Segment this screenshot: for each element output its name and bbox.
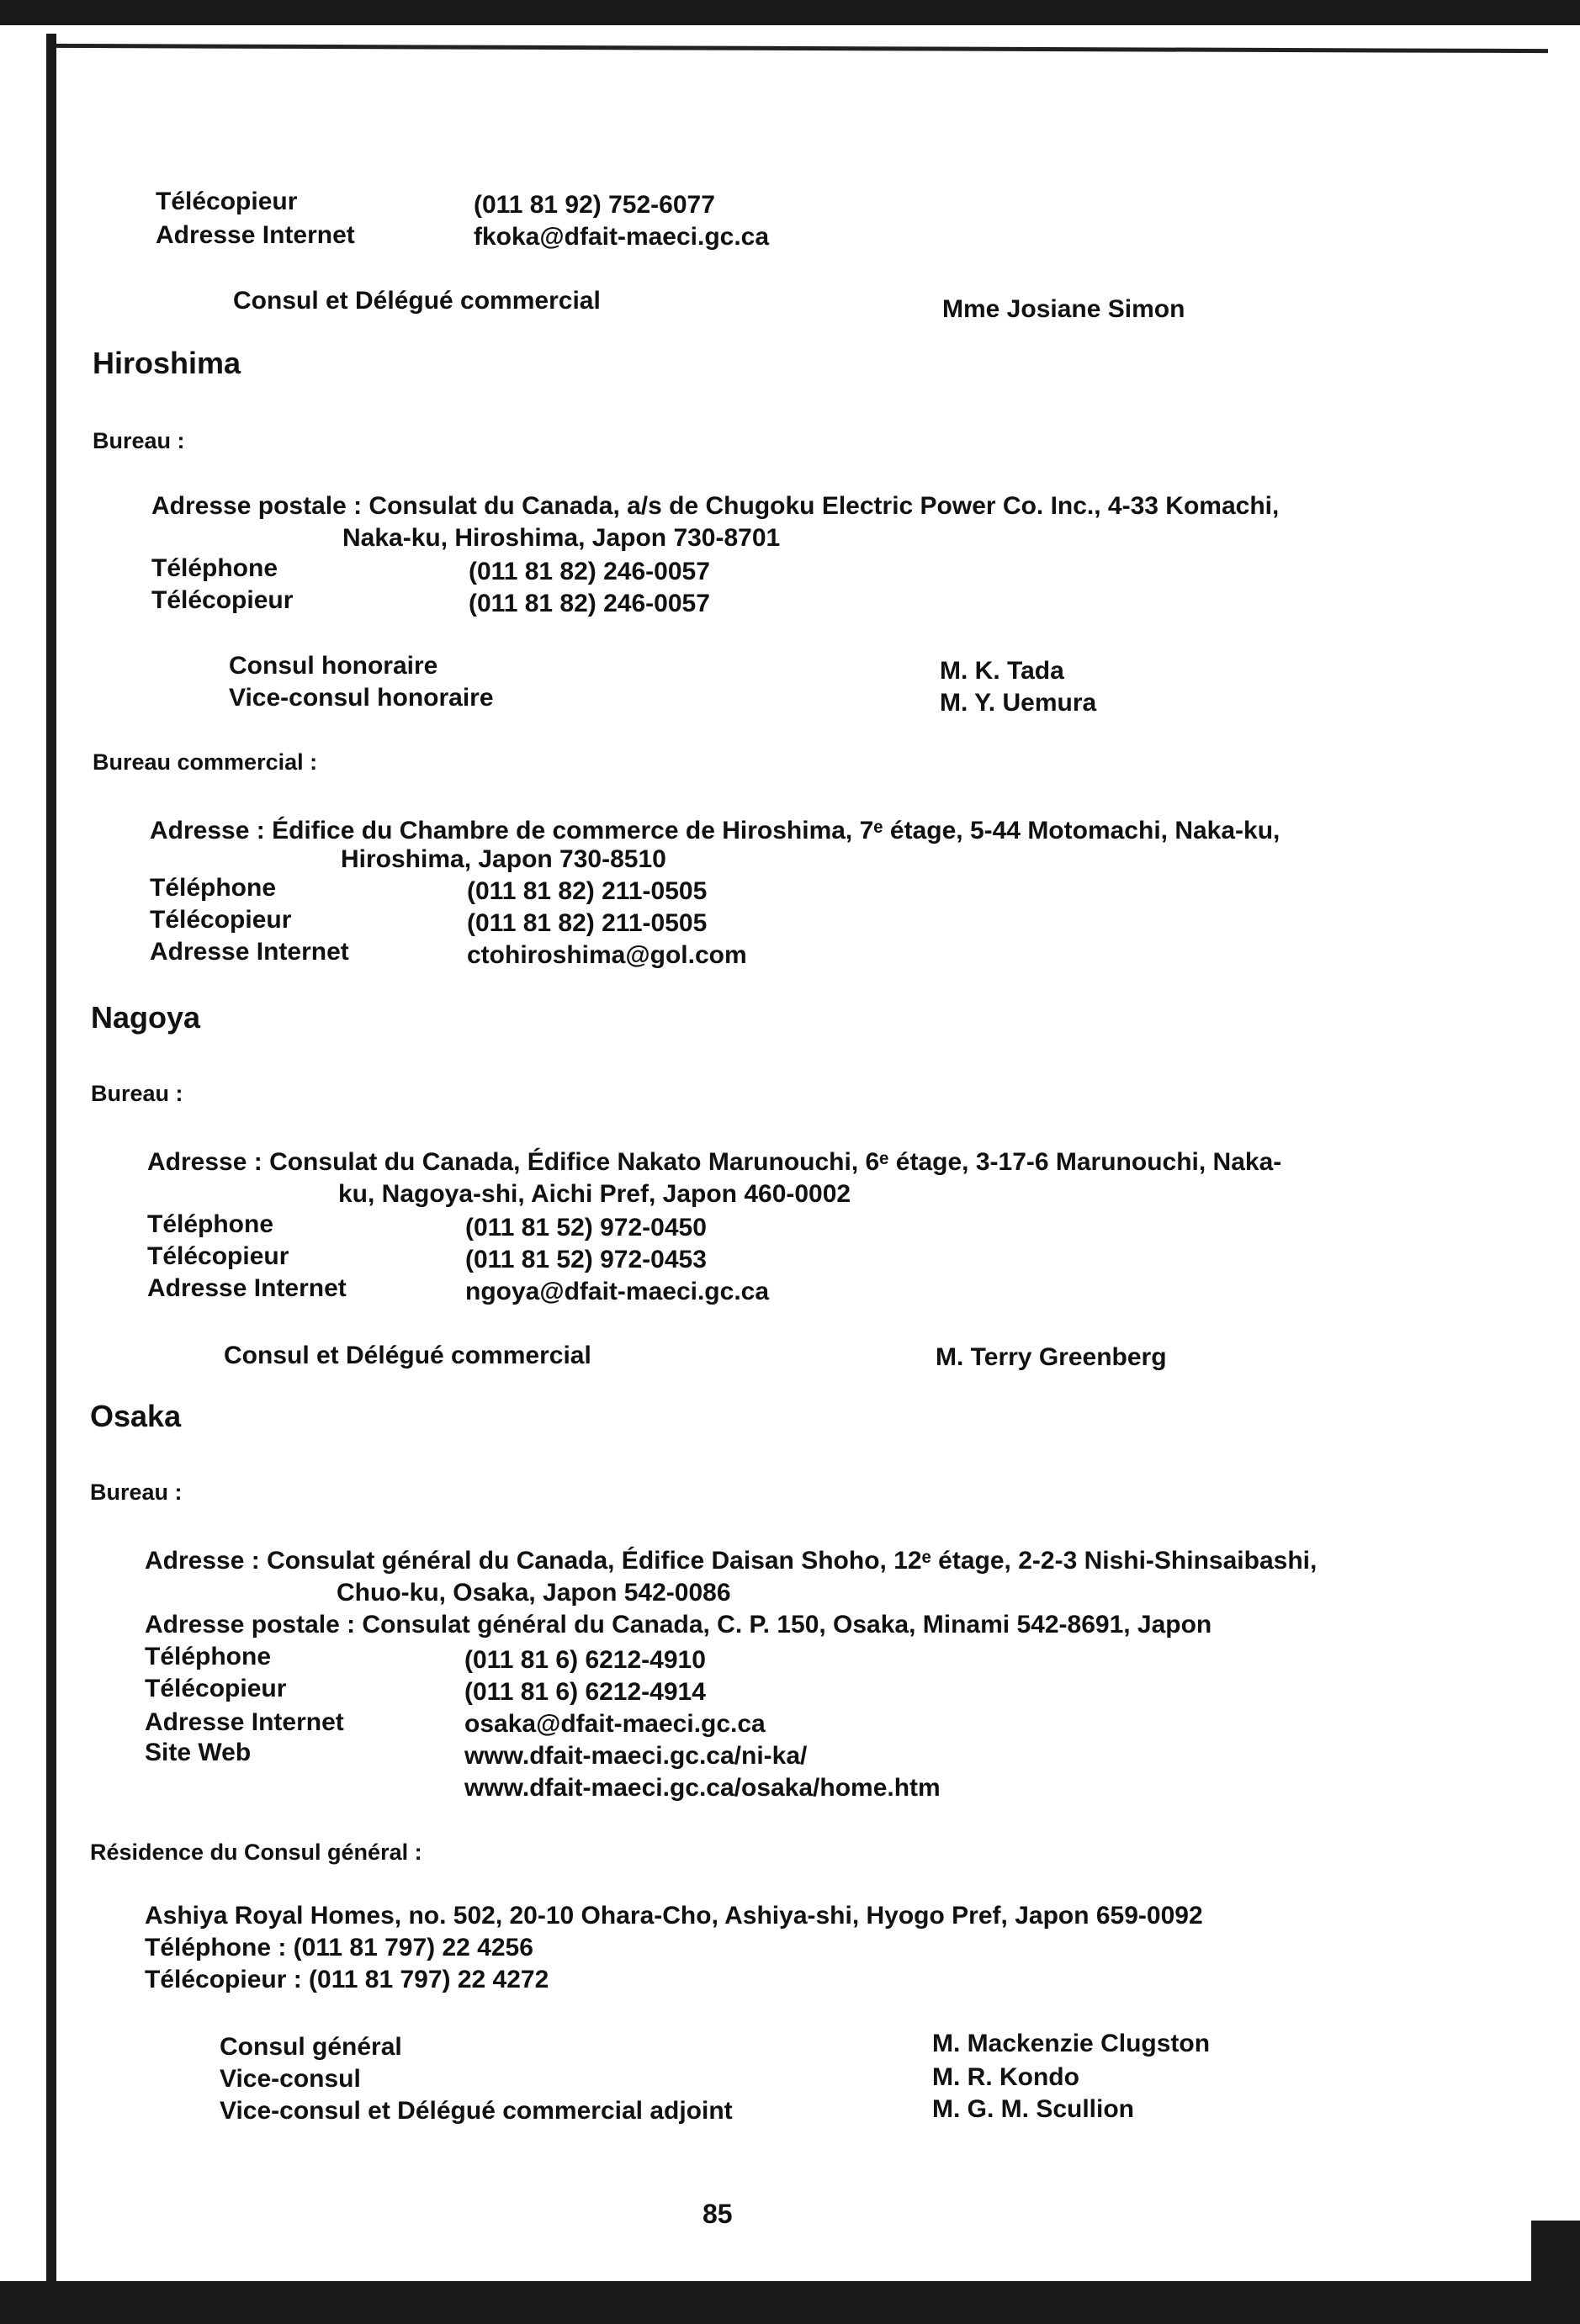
hiroshima-com-fax-label: Télécopieur bbox=[150, 906, 292, 934]
hiroshima-postal-line2: Naka-ku, Hiroshima, Japon 730-8701 bbox=[342, 524, 781, 552]
hiroshima-commercial-heading: Bureau commercial : bbox=[93, 749, 318, 775]
nagoya-addr-line1: Adresse : Consulat du Canada, Édifice Nakato Marunouchi, 6ᵉ étage, 3-17-6 Marunouchi, Naka- bbox=[147, 1148, 1282, 1176]
osaka-web-label: Site Web bbox=[145, 1739, 252, 1766]
hiroshima-staff-name: M. Y. Uemura bbox=[940, 689, 1097, 717]
hiroshima-com-email-label: Adresse Internet bbox=[150, 938, 349, 966]
osaka-staff-name: M. R. Kondo bbox=[932, 2063, 1079, 2091]
osaka-staff-title: Vice-consul et Délégué commercial adjoint bbox=[220, 2097, 733, 2125]
fukuoka-staff-title: Consul et Délégué commercial bbox=[233, 287, 601, 315]
nagoya-fax: (011 81 52) 972-0453 bbox=[465, 1246, 707, 1273]
osaka-email: osaka@dfait-maeci.gc.ca bbox=[464, 1710, 766, 1738]
nagoya-email-label: Adresse Internet bbox=[147, 1274, 347, 1302]
osaka-fax: (011 81 6) 6212-4914 bbox=[464, 1678, 706, 1706]
nagoya-staff-title: Consul et Délégué commercial bbox=[224, 1342, 591, 1369]
osaka-staff-title: Consul général bbox=[220, 2033, 402, 2061]
hiroshima-com-email: ctohiroshima@gol.com bbox=[467, 941, 747, 969]
hiroshima-phone: (011 81 82) 246-0057 bbox=[469, 558, 710, 585]
hiroshima-com-phone-label: Téléphone bbox=[150, 874, 277, 902]
hiroshima-postal-line1: Adresse postale : Consulat du Canada, a/s de Chugoku Electric Power Co. Inc., 4-33 Komachi, bbox=[151, 492, 1280, 520]
fukuoka-email-label: Adresse Internet bbox=[156, 221, 355, 249]
osaka-heading: Osaka bbox=[90, 1399, 182, 1433]
osaka-web-link[interactable]: www.dfait-maeci.gc.ca/ni-ka/ bbox=[464, 1742, 808, 1770]
osaka-staff-title: Vice-consul bbox=[220, 2065, 361, 2093]
scan-left-border bbox=[46, 34, 56, 2288]
fukuoka-fax: (011 81 92) 752-6077 bbox=[474, 191, 715, 219]
osaka-fax-label: Télécopieur bbox=[145, 1675, 287, 1702]
hiroshima-bureau-heading: Bureau : bbox=[93, 428, 185, 453]
hiroshima-com-addr-line1: Adresse : Édifice du Chambre de commerce de Hiroshima, 7ᵉ étage, 5-44 Motomachi, Naka-ku, bbox=[150, 817, 1280, 844]
osaka-postal-line: Adresse postale : Consulat général du Canada, C. P. 150, Osaka, Minami 542-8691, Japon bbox=[145, 1611, 1212, 1638]
fukuoka-email: fkoka@dfait-maeci.gc.ca bbox=[474, 223, 770, 251]
nagoya-phone-label: Téléphone bbox=[147, 1210, 274, 1238]
fukuoka-fax-label: Télécopieur bbox=[156, 188, 298, 215]
osaka-email-label: Adresse Internet bbox=[145, 1708, 344, 1736]
hiroshima-heading: Hiroshima bbox=[93, 346, 241, 380]
osaka-web-link[interactable]: www.dfait-maeci.gc.ca/osaka/home.htm bbox=[464, 1774, 941, 1802]
nagoya-fax-label: Télécopieur bbox=[147, 1242, 289, 1270]
osaka-addr-line1: Adresse : Consulat général du Canada, Édifice Daisan Shoho, 12ᵉ étage, 2-2-3 Nishi-Shinsaibashi, bbox=[145, 1547, 1318, 1575]
osaka-res-addr: Ashiya Royal Homes, no. 502, 20-10 Ohara-Cho, Ashiya-shi, Hyogo Pref, Japon 659-0092 bbox=[145, 1902, 1203, 1930]
nagoya-addr-line2: ku, Nagoya-shi, Aichi Pref, Japon 460-0002 bbox=[338, 1180, 851, 1208]
osaka-res-phone: Téléphone : (011 81 797) 22 4256 bbox=[145, 1934, 533, 1961]
osaka-res-fax: Télécopieur : (011 81 797) 22 4272 bbox=[145, 1966, 549, 1993]
hiroshima-staff-name: M. K. Tada bbox=[940, 657, 1064, 685]
nagoya-bureau-heading: Bureau : bbox=[91, 1081, 183, 1106]
scan-top-border bbox=[0, 0, 1580, 25]
hiroshima-fax: (011 81 82) 246-0057 bbox=[469, 590, 710, 617]
nagoya-staff-name: M. Terry Greenberg bbox=[936, 1343, 1167, 1371]
scan-bottom-border bbox=[0, 2281, 1580, 2324]
nagoya-email: ngoya@dfait-maeci.gc.ca bbox=[465, 1278, 770, 1305]
osaka-phone-label: Téléphone bbox=[145, 1643, 272, 1670]
osaka-staff-name: M. Mackenzie Clugston bbox=[932, 2030, 1211, 2057]
hiroshima-staff-title: Vice-consul honoraire bbox=[229, 684, 494, 712]
hiroshima-com-phone: (011 81 82) 211-0505 bbox=[467, 877, 708, 905]
osaka-addr-line2: Chuo-ku, Osaka, Japon 542-0086 bbox=[337, 1579, 731, 1607]
scan-corner-mark bbox=[1531, 2221, 1580, 2288]
hiroshima-staff-title: Consul honoraire bbox=[229, 652, 438, 680]
nagoya-phone: (011 81 52) 972-0450 bbox=[465, 1214, 707, 1241]
page-number: 85 bbox=[703, 2199, 733, 2229]
osaka-phone: (011 81 6) 6212-4910 bbox=[464, 1646, 706, 1674]
hiroshima-com-addr-line2: Hiroshima, Japon 730-8510 bbox=[341, 845, 666, 873]
fukuoka-staff-name: Mme Josiane Simon bbox=[942, 295, 1185, 323]
osaka-residence-heading: Résidence du Consul général : bbox=[90, 1840, 422, 1865]
nagoya-heading: Nagoya bbox=[91, 1000, 201, 1035]
osaka-staff-name: M. G. M. Scullion bbox=[932, 2095, 1134, 2123]
hiroshima-phone-label: Téléphone bbox=[151, 554, 278, 582]
osaka-bureau-heading: Bureau : bbox=[90, 1480, 183, 1505]
hiroshima-fax-label: Télécopieur bbox=[151, 586, 294, 614]
top-rule bbox=[50, 44, 1548, 53]
hiroshima-com-fax: (011 81 82) 211-0505 bbox=[467, 909, 708, 937]
